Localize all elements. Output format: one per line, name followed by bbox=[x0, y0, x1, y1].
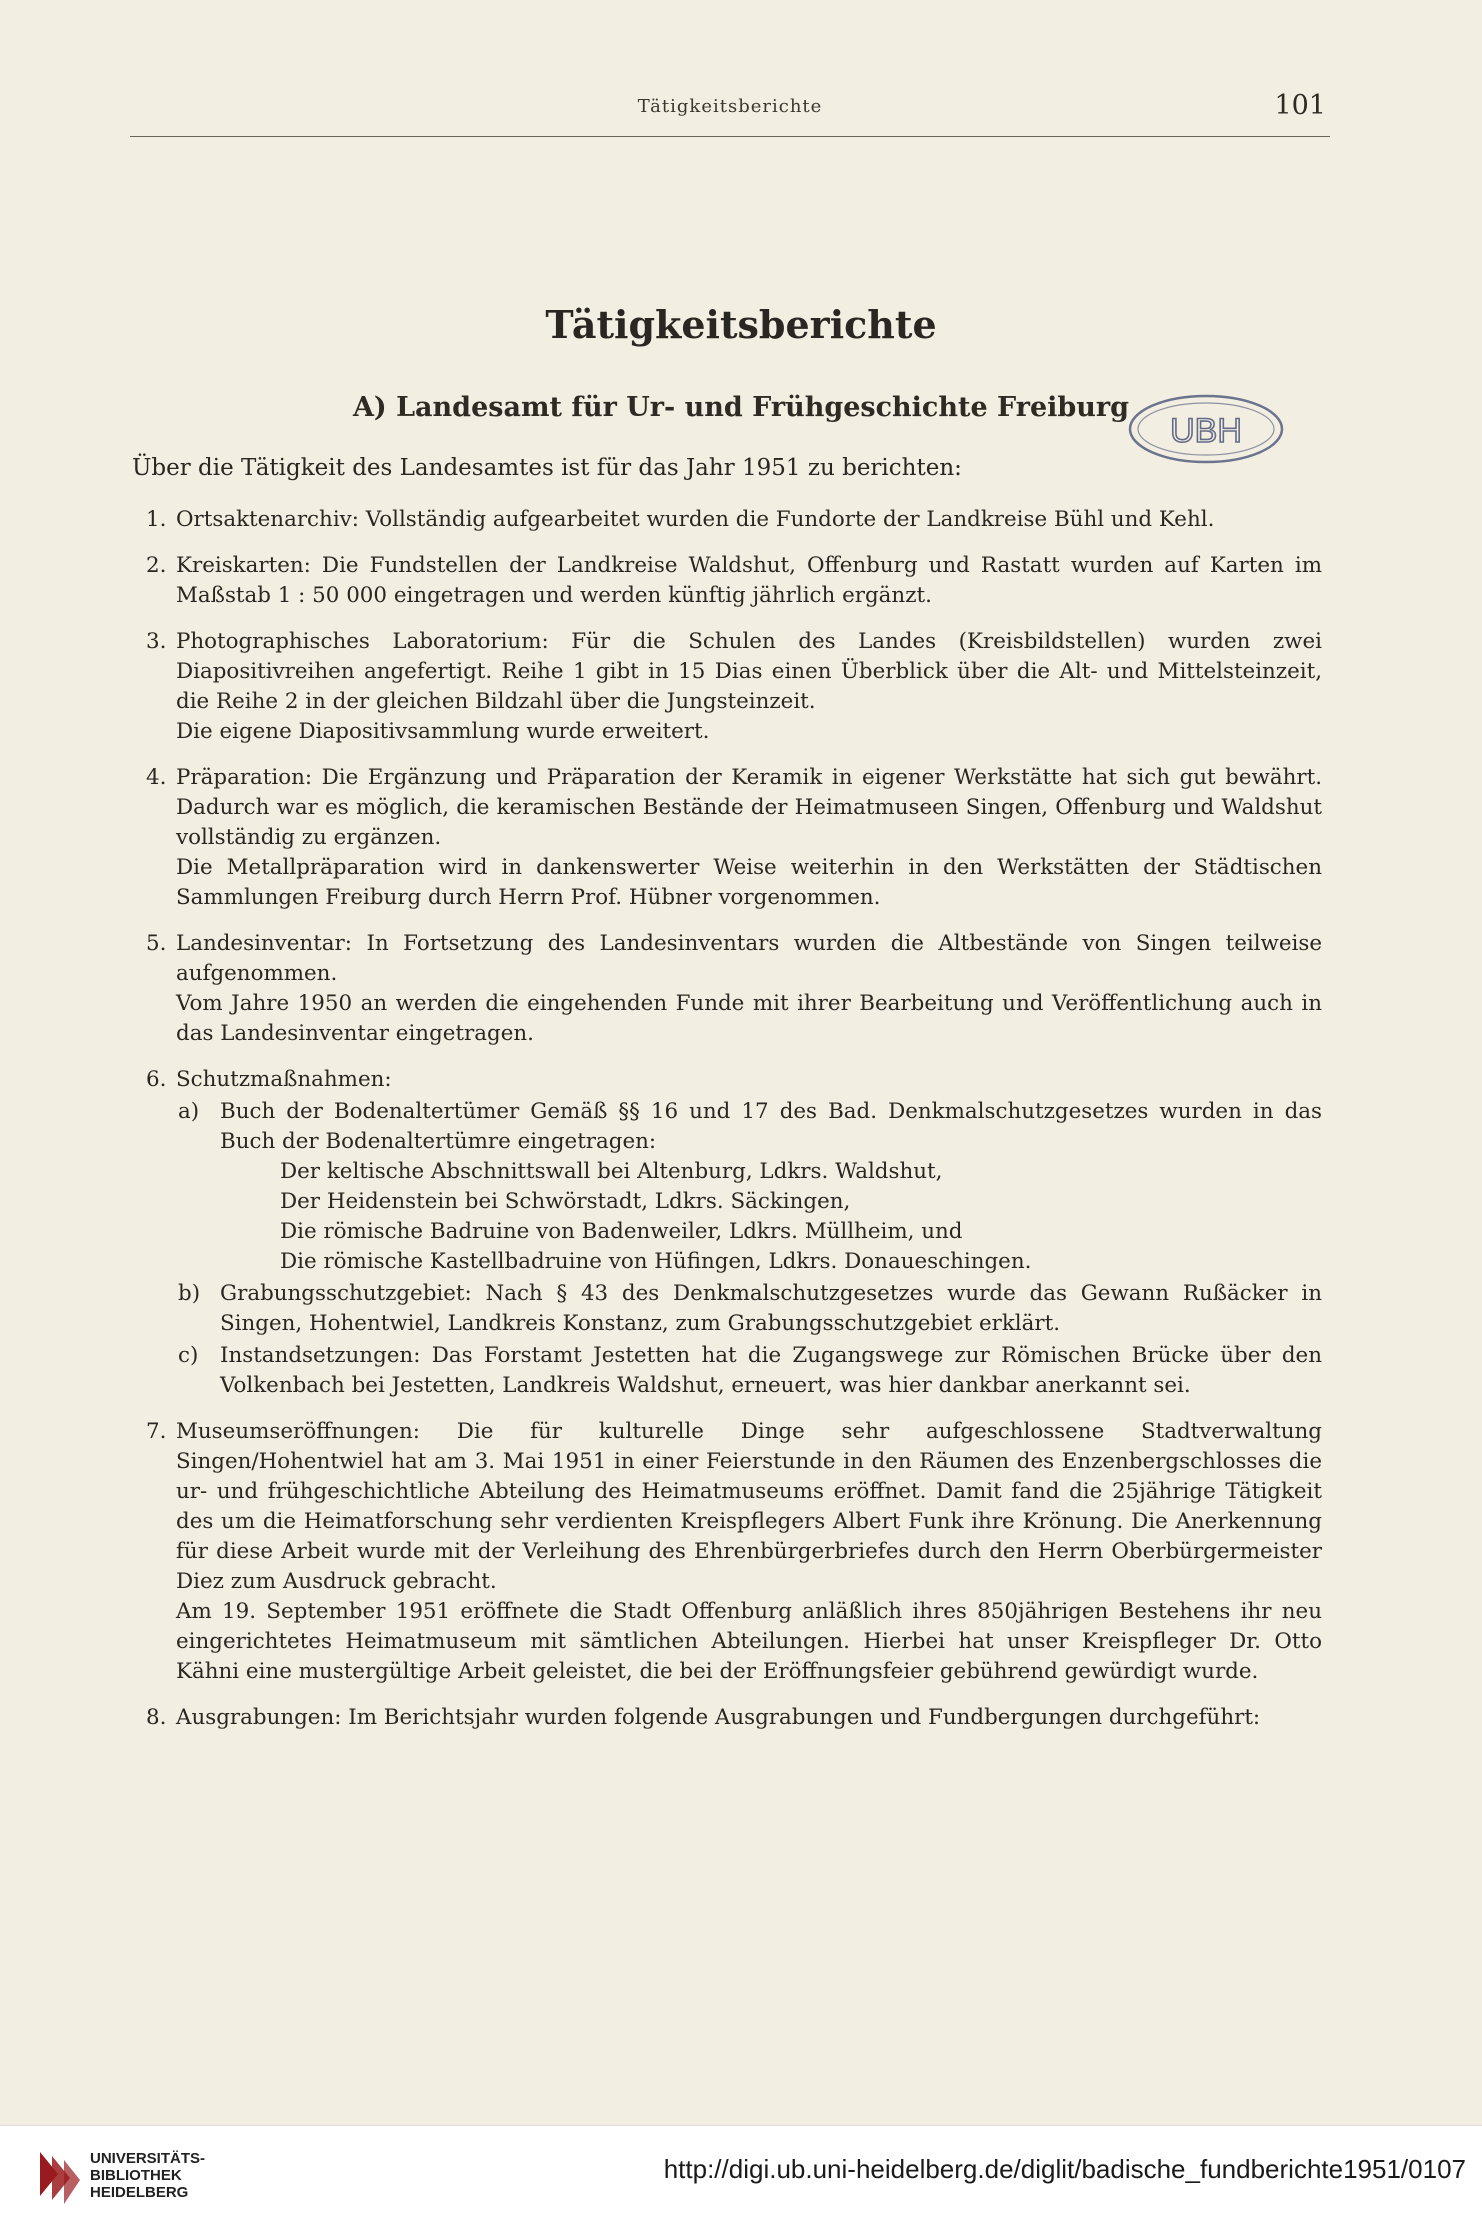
digitization-footer bbox=[0, 2125, 1482, 2236]
item-heading: Schutzmaßnahmen: bbox=[176, 1067, 392, 1092]
subitem-label: b) bbox=[178, 1281, 201, 1306]
report-body bbox=[132, 505, 1322, 1749]
page-title: Tätigkeitsberichte bbox=[545, 302, 937, 347]
subitem-text: Instandsetzungen: Das Forstamt Jestetten hat die Zugangswege zur Römischen Brücke über den Volkenbach bei Jestetten, Landkreis Waldshut, erneuert, was hier dankbar anerkannt sei. bbox=[220, 1343, 1322, 1398]
list-item bbox=[132, 1703, 1322, 1733]
list-item bbox=[132, 763, 1322, 913]
item-text: Präparation: Die Ergänzung und Präparation der Keramik in eigener Werkstätte hat sich gut bewährt. Dadurch war es möglich, die keramischen Bestände der Heimatmuseen Singen, Offenburg und Waldshut vollständig zu ergänzen. bbox=[176, 765, 1322, 850]
item-number: 5. bbox=[146, 931, 167, 956]
intro-paragraph: Über die Tätigkeit des Landesamtes ist für das Jahr 1951 zu berichten: bbox=[132, 455, 962, 481]
item-number: 6. bbox=[146, 1067, 167, 1092]
subitem-label: a) bbox=[178, 1099, 200, 1124]
library-logo-icon bbox=[34, 2146, 82, 2212]
list-item bbox=[132, 551, 1322, 611]
monument-entry: Der Heidenstein bei Schwörstadt, Ldkrs. Säckingen, bbox=[280, 1189, 851, 1214]
item-text-continued: Die Metallpräparation wird in dankenswerter Weise weiterhin in den Werkstätten der Städtischen Sammlungen Freiburg durch Herrn Prof. Hübner vorgenommen. bbox=[176, 855, 1322, 910]
item-text-continued: Am 19. September 1951 eröffnete die Stadt Offenburg anläßlich ihres 850jährigen Bestehens ihr neu eingerichtetes Heimatmuseum mit sämtlichen Abteilungen. Hierbei hat unser Kreispfleger Dr. Otto Kähni eine mustergültige Arbeit geleistet, die bei der Eröffnungsfeier gebührend gewürdigt wurde. bbox=[176, 1599, 1322, 1684]
running-head-title: Tätigkeitsberichte bbox=[637, 96, 823, 117]
monument-entry: Die römische Badruine von Badenweiler, Ldkrs. Müllheim, und bbox=[280, 1219, 963, 1244]
item-number: 1. bbox=[146, 507, 167, 532]
item-text-continued: Die eigene Diapositivsammlung wurde erweitert. bbox=[176, 719, 710, 744]
page-number: 101 bbox=[1274, 90, 1326, 121]
list-item bbox=[132, 505, 1322, 535]
item-text: Kreiskarten: Die Fundstellen der Landkreise Waldshut, Offenburg und Rastatt wurden auf Karten im Maßstab 1 : 50 000 eingetragen und werden künftig jährlich ergänzt. bbox=[176, 553, 1322, 608]
list-item bbox=[132, 627, 1322, 747]
source-url[interactable]: http://digi.ub.uni-heidelberg.de/diglit/badische_fundberichte1951/0107 bbox=[663, 2154, 1466, 2184]
subitem-label: c) bbox=[178, 1343, 199, 1368]
item-text: Landesinventar: In Fortsetzung des Landesinventars wurden die Altbestände von Singen teilweise aufgenommen. bbox=[176, 931, 1322, 986]
subitem bbox=[176, 1097, 1322, 1277]
subitem-text: Grabungsschutzgebiet: Nach § 43 des Denkmalschutzgesetzes wurde das Gewann Rußäcker in Singen, Hohentwiel, Landkreis Konstanz, zum Grabungsschutzgebiet erklärt. bbox=[220, 1281, 1322, 1336]
item-number: 2. bbox=[146, 553, 167, 578]
item-text: Photographisches Laboratorium: Für die Schulen des Landes (Kreisbildstellen) wurden zwei Diapositivreihen angefertigt. Reihe 1 gibt in 15 Dias einen Überblick über die Alt- und Mittelsteinzeit, die Reihe 2 in der gleichen Bildzahl über die Jungsteinzeit. bbox=[176, 629, 1322, 714]
monument-entry: Der keltische Abschnittswall bei Altenburg, Ldkrs. Waldshut, bbox=[280, 1159, 943, 1184]
item-number: 7. bbox=[146, 1419, 167, 1444]
subitem bbox=[176, 1341, 1322, 1401]
item-text: Museumseröffnungen: Die für kulturelle Dinge sehr aufgeschlossene Stadtverwaltung Singen/Hohentwiel hat am 3. Mai 1951 in einer Feierstunde in den Räumen des Enzenbergschlosses die ur- und frühgeschichtliche Abteilung des Heimatmuseums eröffnet. Damit fand die 25jährige Tätigkeit des um die Heimatforschung sehr verdienten Kreispflegers Albert Funk ihre Krönung. Die Anerkennung für diese Arbeit wurde mit der Verleihung des Ehrenbürgerbriefes durch den Herrn Oberbürgermeister Diez zum Ausdruck gebracht. bbox=[176, 1419, 1322, 1594]
item-number: 8. bbox=[146, 1705, 167, 1730]
list-item bbox=[132, 1065, 1322, 1401]
item-text-continued: Vom Jahre 1950 an werden die eingehenden Funde mit ihrer Bearbeitung und Veröffentlichung auch in das Landesinventar eingetragen. bbox=[176, 991, 1322, 1046]
library-name: UNIVERSITÄTS- BIBLIOTHEK HEIDELBERG bbox=[90, 2150, 206, 2201]
stamp-text: UBH bbox=[1170, 412, 1242, 450]
subitem bbox=[176, 1279, 1322, 1339]
item-text: Ortsaktenarchiv: Vollständig aufgearbeitet wurden die Fundorte der Landkreise Bühl und Kehl. bbox=[176, 507, 1215, 532]
monument-entry: Die römische Kastellbadruine von Hüfingen, Ldkrs. Donaueschingen. bbox=[280, 1249, 1032, 1274]
list-item bbox=[132, 1417, 1322, 1687]
running-head bbox=[130, 90, 1330, 136]
subitem-text: Buch der Bodenaltertümer Gemäß §§ 16 und 17 des Bad. Denkmalschutzgesetzes wurden in das Buch der Bodenaltertümre eingetragen: bbox=[220, 1099, 1322, 1154]
item-text: Ausgrabungen: Im Berichtsjahr wurden folgende Ausgrabungen und Fundbergungen durchgeführt: bbox=[176, 1705, 1261, 1730]
header-rule bbox=[130, 136, 1330, 137]
library-stamp bbox=[1126, 392, 1286, 466]
list-item bbox=[132, 929, 1322, 1049]
section-title: A) Landesamt für Ur- und Frühgeschichte Freiburg bbox=[352, 392, 1130, 423]
item-number: 4. bbox=[146, 765, 167, 790]
item-number: 3. bbox=[146, 629, 167, 654]
